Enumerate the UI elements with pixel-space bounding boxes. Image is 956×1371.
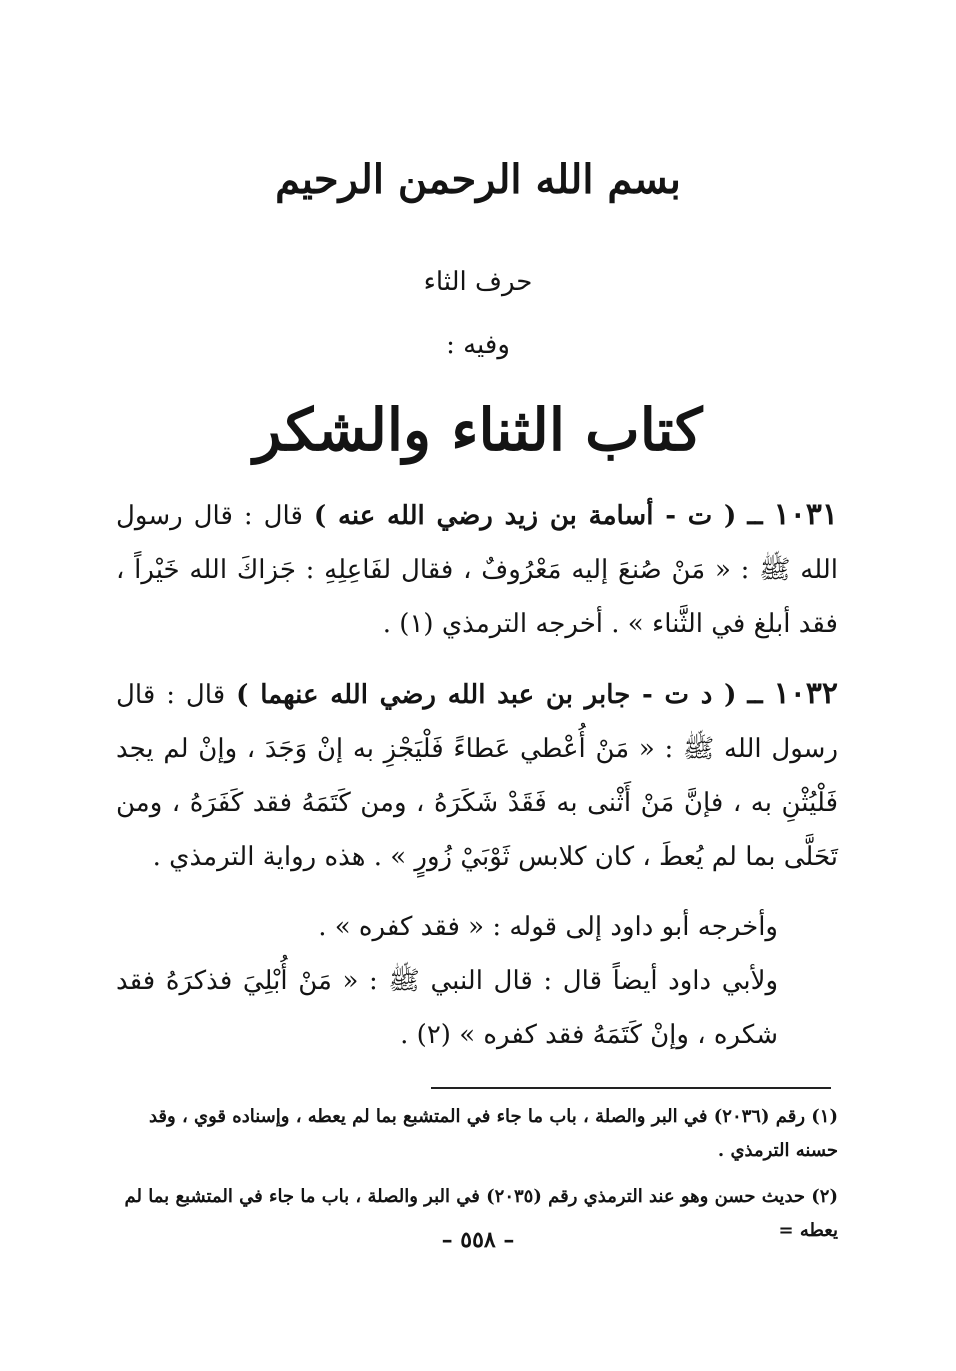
abu-dawud-note: وأخرجه أبو داود إلى قوله : « فقد كفره » . [318,912,778,942]
footnote-2: (٢) حديث حسن وهو عند الترمذي رقم (٢٠٣٥) في البر والصلة ، باب ما جاء في المتشبع بما لم يعطه = [124,1186,838,1241]
hadith-1032 [116,667,838,884]
hadith-1031 [116,488,838,651]
hadith-dash: ــ [747,501,763,531]
hadith-isnad: ( ت - أسامة بن زيد رضي الله عنه ) [313,501,737,531]
hadith-text: قال : قال رسول الله ﷺ : « مَنْ صُنعَ إليه مَعْرُوفٌ ، فقال لفَاعِلِهِ : جَزاكَ الله خَيْراً ، فقد أبلغ في الثَّناء » . أخرجه الترمذي (١) . [116,501,838,639]
book-title: كتاب الثناء والشكر [253,396,703,464]
letter-heading: حرف الثاء [423,267,533,297]
hadith-dash: ــ [747,680,763,710]
footnote-1: (١) رقم (٢٠٣٦) في البر والصلة ، باب ما جاء في المتشبع بما لم يعطه ، وإسناده قوي ، وقد حسنه الترمذي . [148,1106,838,1161]
footnote-separator [431,1087,831,1089]
hadith-text: قال : قال رسول الله ﷺ : « مَنْ أُعْطي عَطاءً فَلْيَجْزِ به إنْ وَجَدَ ، وإنْ لم يجد فَلْيُثْنِ به ، فإنَّ مَنْ أَثْنى به فَقَدْ شَكَرَهُ ، ومن كَتَمَهُ فقد كَفَرَهُ ، ومن تَحَلَّى بما لم يُعطَ ، كان كلابس ثَوْبَيْ زُورٍ » . هذه رواية الترمذي . [116,680,838,872]
contains-label: وفيه : [446,330,510,360]
basmala-heading: بسم الله الرحمن الرحيم [275,156,681,203]
hadith-isnad: ( د ت - جابر بن عبد الله رضي الله عنهما ) [236,680,737,710]
hadith-number: ١٠٣٢ [773,676,839,711]
main-text [116,488,838,1062]
abu-dawud-narration: ولأبي داود أيضاً قال : قال النبي ﷺ : « مَنْ أُبْلِيَ فذكرَهُ فقد شكره ، وإنْ كَتَمَهُ فقد كفره » (٢) . [116,966,778,1050]
page-number: – ٥٥٨ – [441,1227,515,1253]
hadith-number: ١٠٣١ [773,497,839,532]
